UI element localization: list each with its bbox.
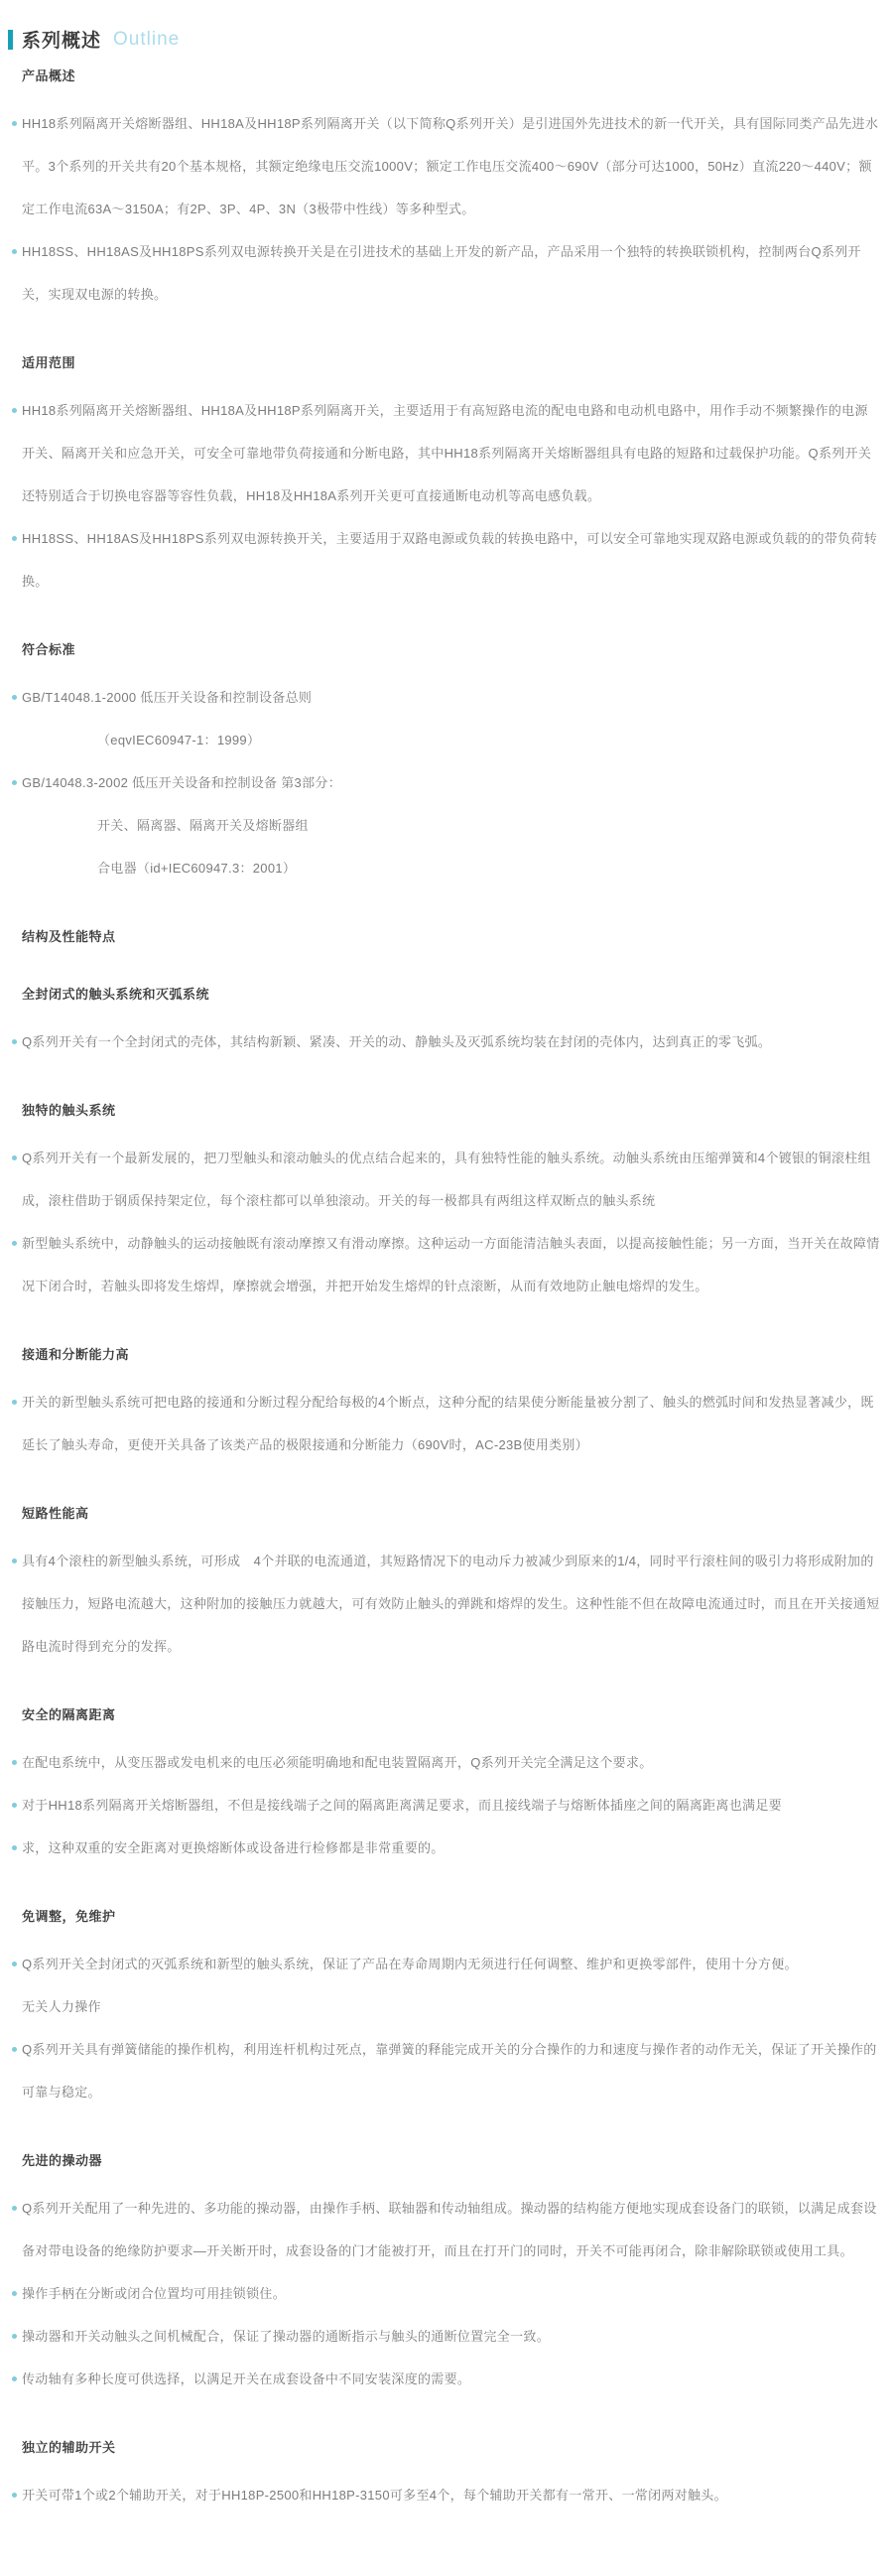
bullet-item xyxy=(8,2272,881,2315)
item-text: Q系列开关具有弹簧储能的操作机构，利用连杆机构过死点，靠弹簧的释能完成开关的分合操作的力和速度与操作者的动作无关，保证了开关操作的可靠与稳定。 xyxy=(22,2042,877,2100)
page-header xyxy=(8,26,881,53)
section-9 xyxy=(8,1907,881,2113)
bullet-dot-icon xyxy=(12,1400,17,1405)
bullet-item xyxy=(8,1222,881,1307)
text-line xyxy=(8,847,881,889)
bullet-dot-icon xyxy=(12,1039,17,1044)
bullet-dot-icon xyxy=(12,2376,17,2381)
section-5 xyxy=(8,1101,881,1307)
text-line xyxy=(8,719,881,761)
page-title: 系列概述 xyxy=(22,31,102,52)
item-text: HH18SS、HH18AS及HH18PS系列双电源转换开关，主要适用于双路电源或负载的转换电路中，可以安全可靠地实现双路电源或负载的的带负荷转换。 xyxy=(22,531,878,589)
bullet-dot-icon xyxy=(12,2334,17,2339)
bullet-dot-icon xyxy=(12,2206,17,2211)
item-text: 操动器和开关动触头之间机械配合，保证了操动器的通断指示与触头的通断位置完全一致。 xyxy=(22,2329,551,2344)
bullet-item xyxy=(8,2474,881,2516)
section-11 xyxy=(8,2438,881,2516)
bullet-item xyxy=(8,1540,881,1668)
content xyxy=(8,67,881,2516)
item-text: 新型触头系统中，动静触头的运动接触既有滚动摩擦又有滑动摩擦。这种运动一方面能清洁触头表面，以提高接触性能；另一方面，当开关在故障情况下闭合时，若触头即将发生熔焊，摩擦就会增强，并把开始发生熔焊的针点滚断，从而有效地防止触电熔焊的发生。 xyxy=(22,1236,880,1293)
bullet-item xyxy=(8,2028,881,2113)
bullet-item xyxy=(8,2358,881,2400)
item-text: 求，这种双重的安全距离对更换熔断体或设备进行检修都是非常重要的。 xyxy=(22,1840,445,1855)
item-text: 具有4个滚柱的新型触头系统，可形成 4个并联的电流通道，其短路情况下的电动斥力被减少到原来的1/4，同时平行滚柱间的吸引力将形成附加的接触压力，短路电流越大，这种附加的接触压力就越大，可有效防止触头的弹跳和熔焊的发生。这种性能不但在故障电流通过时，而且在开关接通短路电流时得到充分的发挥。 xyxy=(22,1554,880,1654)
bullet-item xyxy=(8,230,881,316)
item-text: Q系列开关有一个全封闭式的壳体，其结构新颖、紧凑、开关的动、静触头及灭弧系统均装在封闭的壳体内，达到真正的零飞弧。 xyxy=(22,1034,772,1049)
item-text: 在配电系统中，从变压器或发电机来的电压必须能明确地和配电装置隔离开，Q系列开关完全满足这个要求。 xyxy=(22,1755,653,1770)
section-heading: 全封闭式的触头系统和灭弧系统 xyxy=(22,987,210,1002)
item-text: 操作手柄在分断或闭合位置均可用挂锁锁住。 xyxy=(22,2286,287,2301)
bullet-dot-icon xyxy=(12,780,17,785)
item-text: Q系列开关配用了一种先进的、多功能的操动器，由操作手柄、联轴器和传动轴组成。操动器的结构能方便地实现成套设备门的联锁，以满足成套设备对带电设备的绝缘防护要求—开关断开时，成套设备的门才能被打开，而且在打开门的同时，开关不可能再闭合，除非解除联锁或使用工具。 xyxy=(22,2201,877,2258)
item-text: 开关可带1个或2个辅助开关，对于HH18P-2500和HH18P-3150可多至4个，每个辅助开关都有一常开、一常闭两对触头。 xyxy=(22,2488,727,2503)
item-text: 开关的新型触头系统可把电路的接通和分断过程分配给每极的4个断点，这种分配的结果使分断能量被分割了、触头的燃弧时间和发热显著减少，既延长了触头寿命，更使开关具备了该类产品的极限接通和分断能力（690V时，AC-23B使用类别） xyxy=(22,1395,874,1452)
section-4 xyxy=(8,985,881,1063)
item-text: GB/14048.3-2002 低压开关设备和控制设备 第3部分： xyxy=(22,775,341,790)
bullet-item xyxy=(8,2315,881,2358)
page-title-en: Outline xyxy=(113,28,181,50)
bullet-item xyxy=(8,676,881,719)
bullet-item xyxy=(8,1741,881,1784)
bullet-item xyxy=(8,1827,881,1869)
section-6 xyxy=(8,1345,881,1466)
item-text: 合电器（id+IEC60947.3：2001） xyxy=(97,861,297,876)
bullet-dot-icon xyxy=(12,408,17,413)
section-heading: 接通和分断能力高 xyxy=(22,1347,130,1362)
item-text: HH18系列隔离开关熔断器组、HH18A及HH18P系列隔离开关（以下简称Q系列开关）是引进国外先进技术的新一代开关，具有国际同类产品先进水平。3个系列的开关共有20个基本规格，其额定绝缘电压交流1000V；额定工作电压交流400～690V（部分可达1000，50Hz）直流220～440V；额定工作电流63A～3150A；有2P、3P、4P、3N（3极带中性线）等多种型式。 xyxy=(22,116,879,216)
bullet-item xyxy=(8,1784,881,1827)
bullet-item xyxy=(8,517,881,603)
bullet-dot-icon xyxy=(12,1241,17,1246)
bullet-dot-icon xyxy=(12,1155,17,1160)
section-1 xyxy=(8,353,881,603)
item-text: （eqvIEC60947-1：1999） xyxy=(97,733,261,747)
section-0 xyxy=(8,67,881,316)
bullet-dot-icon xyxy=(12,536,17,541)
bullet-dot-icon xyxy=(12,1559,17,1563)
section-heading: 短路性能高 xyxy=(22,1506,89,1521)
bullet-dot-icon xyxy=(12,2291,17,2296)
bullet-dot-icon xyxy=(12,249,17,254)
section-heading: 独立的辅助开关 xyxy=(22,2440,116,2455)
section-7 xyxy=(8,1504,881,1668)
bullet-dot-icon xyxy=(12,2493,17,2498)
item-text: Q系列开关有一个最新发展的，把刀型触头和滚动触头的优点结合起来的，具有独特性能的触头系统。动触头系统由压缩弹簧和4个镀银的铜滚柱组成，滚柱借助于钢质保持架定位，每个滚柱都可以单独滚动。开关的每一极都具有两组这样双断点的触头系统 xyxy=(22,1151,871,1208)
item-text: HH18SS、HH18AS及HH18PS系列双电源转换开关是在引进技术的基础上开发的新产品，产品采用一个独特的转换联锁机构，控制两台Q系列开关，实现双电源的转换。 xyxy=(22,244,861,302)
section-heading: 免调整，免维护 xyxy=(22,1909,116,1924)
section-2 xyxy=(8,640,881,889)
bullet-dot-icon xyxy=(12,2047,17,2052)
bullet-item xyxy=(8,1381,881,1466)
bullet-dot-icon xyxy=(12,695,17,700)
item-text: Q系列开关全封闭式的灭弧系统和新型的触头系统，保证了产品在寿命周期内无须进行任何调整、维护和更换零部件，使用十分方便。 xyxy=(22,1957,798,1971)
bullet-dot-icon xyxy=(12,1845,17,1850)
bullet-dot-icon xyxy=(12,1760,17,1765)
bullet-item xyxy=(8,761,881,804)
item-text: HH18系列隔离开关熔断器组、HH18A及HH18P系列隔离开关，主要适用于有高短路电流的配电电路和电动机电路中，用作手动不频繁操作的电源开关、隔离开关和应急开关，可安全可靠地带负荷接通和分断电路，其中HH18系列隔离开关熔断器组具有电路的短路和过载保护功能。Q系列开关还特别适合于切换电容器等容性负载，HH18及HH18A系列开关更可直接通断电动机等高电感负载。 xyxy=(22,403,872,503)
bullet-dot-icon xyxy=(12,1962,17,1966)
section-heading: 符合标准 xyxy=(22,642,76,657)
bullet-item xyxy=(8,2187,881,2272)
section-heading: 适用范围 xyxy=(22,355,76,370)
section-heading: 结构及性能特点 xyxy=(22,929,116,944)
section-heading: 独特的触头系统 xyxy=(22,1103,116,1118)
item-text: 对于HH18系列隔离开关熔断器组，不但是接线端子之间的隔离距离满足要求，而且接线端子与熔断体插座之间的隔离距离也满足要 xyxy=(22,1798,782,1813)
item-text: 传动轴有多种长度可供选择，以满足开关在成套设备中不同安装深度的需要。 xyxy=(22,2372,471,2386)
item-text: GB/T14048.1-2000 低压开关设备和控制设备总则 xyxy=(22,690,313,705)
text-line xyxy=(8,804,881,847)
section-10 xyxy=(8,2151,881,2400)
section-heading: 产品概述 xyxy=(22,68,76,83)
bullet-item xyxy=(8,1137,881,1222)
item-text: 无关人力操作 xyxy=(22,1999,101,2014)
bullet-dot-icon xyxy=(12,121,17,126)
section-8 xyxy=(8,1705,881,1869)
accent-bar-icon xyxy=(8,30,13,50)
bullet-item xyxy=(8,1943,881,1985)
bullet-item xyxy=(8,389,881,517)
bullet-item xyxy=(8,1020,881,1063)
bullet-item xyxy=(8,102,881,230)
section-heading: 先进的操动器 xyxy=(22,2153,103,2168)
bullet-dot-icon xyxy=(12,1803,17,1808)
section-3 xyxy=(8,927,881,947)
item-text: 开关、隔离器、隔离开关及熔断器组 xyxy=(97,818,309,833)
section-heading: 安全的隔离距离 xyxy=(22,1707,116,1722)
text-line xyxy=(8,1985,881,2028)
